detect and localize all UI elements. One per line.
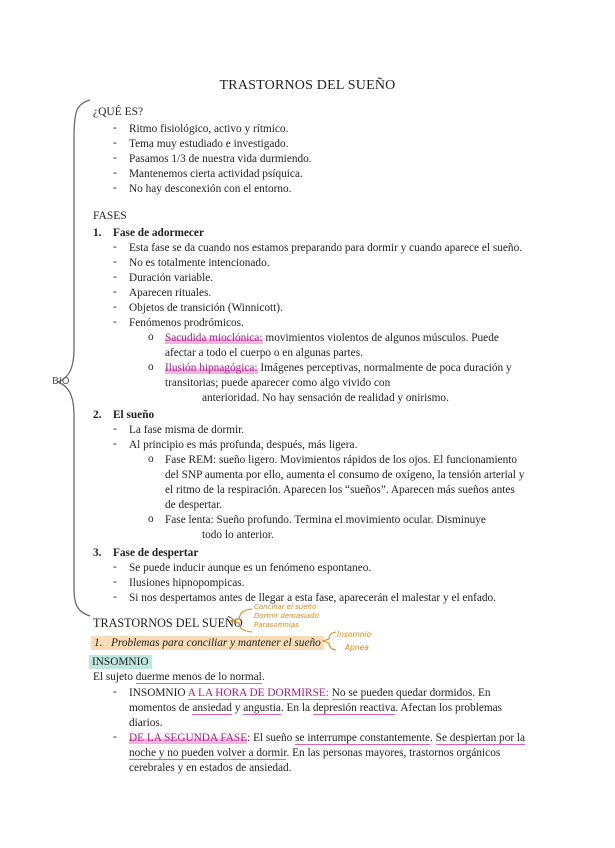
insomnio-item-2-cont: cerebrales y en estados de ansiedad. (129, 762, 292, 774)
sub-item-cont: de despertar. (165, 499, 223, 511)
list-item: Aparecen rituales. (129, 287, 212, 299)
text-span: . (430, 732, 436, 744)
problem-number: 1. (94, 637, 103, 649)
bullet-dash: - (113, 256, 117, 268)
margin-note-bio: BIO (52, 376, 70, 387)
orange-brace-icon (226, 606, 254, 634)
underlined-text: Se despiertan por la (435, 732, 526, 744)
bullet-dash: - (113, 182, 117, 194)
bullet-dash: - (113, 241, 117, 253)
text-span: El sujeto (93, 671, 136, 683)
bullet-dash: - (113, 686, 117, 698)
text-span: y (231, 702, 244, 714)
sub-bullet-o: o (148, 361, 154, 373)
bullet-dash: - (113, 167, 117, 179)
sub-bullet-o: o (148, 453, 154, 465)
note-dormir: Dormir demasiado (254, 612, 319, 620)
term-highlight: Sacudida mioclónica: (165, 332, 263, 344)
underlined-text: angustia (243, 702, 281, 714)
magenta-term: A LA HORA DE DORMIRSE: (187, 687, 329, 699)
list-item: Duración variable. (129, 272, 214, 284)
bullet-dash: - (113, 301, 117, 313)
list-item: Esta fase se da cuando nos estamos preparando para dormir y cuando aparece el sueño. (129, 242, 523, 254)
sub-item-cont: afectar a todo el cuerpo o en algunas partes. (165, 347, 363, 359)
bullet-dash: - (113, 286, 117, 298)
list-item: Fenómenos prodrómicos. (129, 317, 244, 329)
text-span: INSOMNIO (129, 687, 188, 699)
bullet-dash: - (113, 316, 117, 328)
text-span: : El sueño (247, 732, 296, 744)
note-conciliar: Conciliar el sueño (254, 603, 317, 611)
insomnio-item-1-cont: diarios. (129, 717, 163, 729)
term-highlight: Ilusión hipnagógica: (165, 362, 258, 374)
insomnio-item-1 (129, 686, 491, 700)
sub-item-rem: Fase REM: sueño ligero. Movimientos rápidos de los ojos. El funcionamiento (165, 454, 518, 466)
sub-item-cont: todo lo anterior. (202, 529, 274, 541)
underlined-text: ansiedad (192, 702, 232, 714)
bullet-dash: - (113, 271, 117, 283)
list-item: Pasamos 1/3 de nuestra vida durmiendo. (129, 153, 312, 165)
underlined-text: duerme menos de lo normal (135, 671, 262, 683)
fases-heading: FASES (93, 210, 127, 222)
sub-item-hipnagogica (165, 361, 512, 375)
list-item: No hay desconexión con el entorno. (129, 183, 292, 195)
text-span: . En (472, 687, 491, 699)
bullet-dash: - (113, 591, 117, 603)
bullet-dash: - (113, 152, 117, 164)
sub-item-mioclonica (165, 331, 499, 345)
fase-1-title: Fase de adormecer (113, 227, 204, 239)
bullet-dash: - (113, 438, 117, 450)
list-item: Objetos de transición (Winnicott). (129, 302, 283, 314)
magenta-term: DE LA SEGUNDA FASE (129, 732, 248, 744)
sub-bullet-o: o (148, 513, 154, 525)
bullet-dash: - (113, 576, 117, 588)
underlined-text: No se pueden quedar dormidos (331, 687, 473, 699)
problem-heading (91, 636, 324, 650)
fase-1-number: 1. (93, 227, 102, 239)
fase-3-title: Fase de despertar (113, 547, 199, 559)
sub-item-text: Imágenes perceptivas, normalmente de poca duración y (257, 362, 512, 374)
list-item: Ilusiones hipnopompicas. (129, 577, 245, 589)
section-2-heading: TRASTORNOS DEL SUEÑO (93, 616, 243, 630)
text-span: . En la (280, 702, 313, 714)
text-span: . Afectan los problemas (395, 702, 503, 714)
sub-item-lenta: Fase lenta: Sueño profundo. Termina el movimiento ocular. Disminuye (165, 514, 486, 526)
fase-2-title: El sueño (113, 409, 155, 421)
note-parasomnias: Parasomnias (254, 621, 299, 629)
sub-bullet-o: o (148, 331, 154, 343)
page-title: TRASTORNOS DEL SUEÑO (219, 78, 396, 93)
underlined-text: noche y no pueden volver a dormir (129, 747, 287, 759)
bullet-dash: - (113, 561, 117, 573)
text-span: momentos de (129, 702, 193, 714)
list-item: Mantenemos cierta actividad psíquica. (129, 168, 303, 180)
insomnio-definition (93, 670, 265, 684)
bullet-dash: - (113, 731, 117, 743)
fase-2-number: 2. (93, 409, 102, 421)
text-span: . (261, 671, 265, 683)
sub-item-cont: transitorias; puede aparecer como algo vivido con (165, 377, 391, 389)
bullet-dash: - (113, 137, 117, 149)
insomnio-item-2-cont (129, 746, 500, 760)
list-item: Se puede inducir aunque es un fenómeno espontaneo. (129, 562, 372, 574)
list-item: Tema muy estudiado e investigado. (129, 138, 289, 150)
list-item: Ritmo fisiológico, activo y rítmico. (129, 123, 289, 135)
underlined-text: se interrumpe constantemente (295, 732, 431, 744)
insomnio-item-2 (129, 731, 525, 745)
list-item: La fase misma de dormir. (129, 424, 245, 436)
orange-brace-icon (320, 630, 338, 652)
note-insomnio: Insomnio (337, 630, 372, 639)
list-item: Al principio es más profunda, después, más ligera. (129, 439, 358, 451)
que-es-heading: ¿QUÉ ES? (93, 106, 144, 118)
insomnio-label: INSOMNIO (89, 655, 152, 669)
insomnio-item-1-cont (129, 701, 502, 715)
text-span: . En las personas mayores, trastornos orgánicos (286, 747, 501, 759)
sub-item-cont: del SNP aumenta por ello, aumenta el consumo de oxígeno, la tensión arterial y (165, 469, 525, 481)
sub-item-text: movimientos violentos de algunos músculos. Puede (262, 332, 499, 344)
margin-brace-icon (46, 98, 94, 618)
sub-item-cont: el ritmo de la respiración. Aparecen los “sueños”. Aparecen más sueños antes (165, 484, 515, 496)
sub-item-cont: anterioridad. No hay sensación de realidad y onirismo. (202, 392, 449, 404)
list-item: No es totalmente intencionado. (129, 257, 270, 269)
bullet-dash: - (113, 122, 117, 134)
list-item: Si nos despertamos antes de llegar a esta fase, aparecerán el malestar y el enfado. (129, 592, 496, 604)
fase-3-number: 3. (93, 547, 102, 559)
problem-title: Problemas para conciliar y mantener el sueño (110, 637, 321, 649)
underlined-text: depresión reactiva (312, 702, 396, 714)
note-apnea: Apnea (345, 643, 369, 652)
bullet-dash: - (113, 423, 117, 435)
